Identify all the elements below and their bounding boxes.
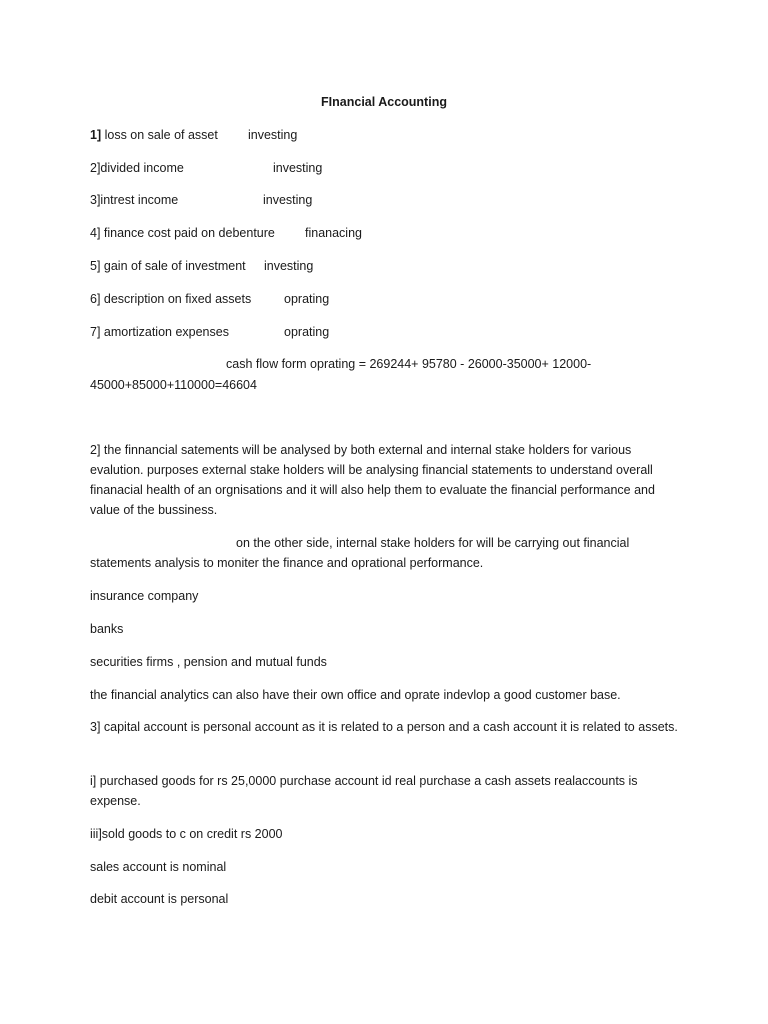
item-activity: finanacing (305, 226, 362, 240)
item-label: 2]divided income (90, 161, 184, 175)
cash-flow-formula: cash flow form oprating = 269244+ 95780 - 26000-35000+ 12000- (226, 357, 592, 371)
item-label: loss on sale of asset (101, 128, 218, 142)
list-item (90, 125, 218, 145)
cash-flow-result: 45000+85000+110000=46604 (90, 378, 257, 392)
list-item: the financial analytics can also have their own office and oprate indevlop a good customer base. (90, 688, 621, 702)
q2-paragraph-rest: statements analysis to moniter the finance and oprational performance. (90, 556, 484, 570)
q3-item-i: i] purchased goods for rs 25,0000 purchase account id real purchase a cash assets realaccounts is expense. (90, 774, 638, 808)
q3-item-iii: iii]sold goods to c on credit rs 2000 (90, 827, 283, 841)
item-activity: investing (263, 193, 313, 207)
item-label: 3]intrest income (90, 193, 179, 207)
q2-paragraph-indent: on the other side, internal stake holders for will be carrying out financial (236, 536, 630, 550)
item-label: 4] finance cost paid on debenture (90, 226, 275, 240)
q3-paragraph: 3] capital account is personal account as it is related to a person and a cash account it is related to assets. (90, 720, 678, 734)
document-title: FInancial Accounting (321, 95, 447, 109)
item-label: 7] amortization expenses (90, 325, 229, 339)
item-activity: oprating (284, 325, 330, 339)
q2-paragraph: 2] the finnancial satements will be analysed by both external and internal stake holders for various evalution. purposes external stake holders will be analysing financial statements to understand overall finanacial health of an orgnisations and it will also help them to evaluate the financial performance and value of the bussiness. (90, 443, 655, 517)
item-activity: investing (248, 128, 298, 142)
item-label: 6] description on fixed assets (90, 292, 252, 306)
item-activity: oprating (284, 292, 330, 306)
list-item: insurance company (90, 589, 199, 603)
item-label: 5] gain of sale of investment (90, 259, 246, 273)
list-item: securities firms , pension and mutual funds (90, 655, 327, 669)
list-item: banks (90, 622, 124, 636)
item-number: 1] (90, 128, 102, 142)
item-activity: investing (273, 161, 323, 175)
item-activity: investing (264, 259, 314, 273)
debit-account-line: debit account is personal (90, 892, 229, 906)
sales-account-line: sales account is nominal (90, 860, 227, 874)
